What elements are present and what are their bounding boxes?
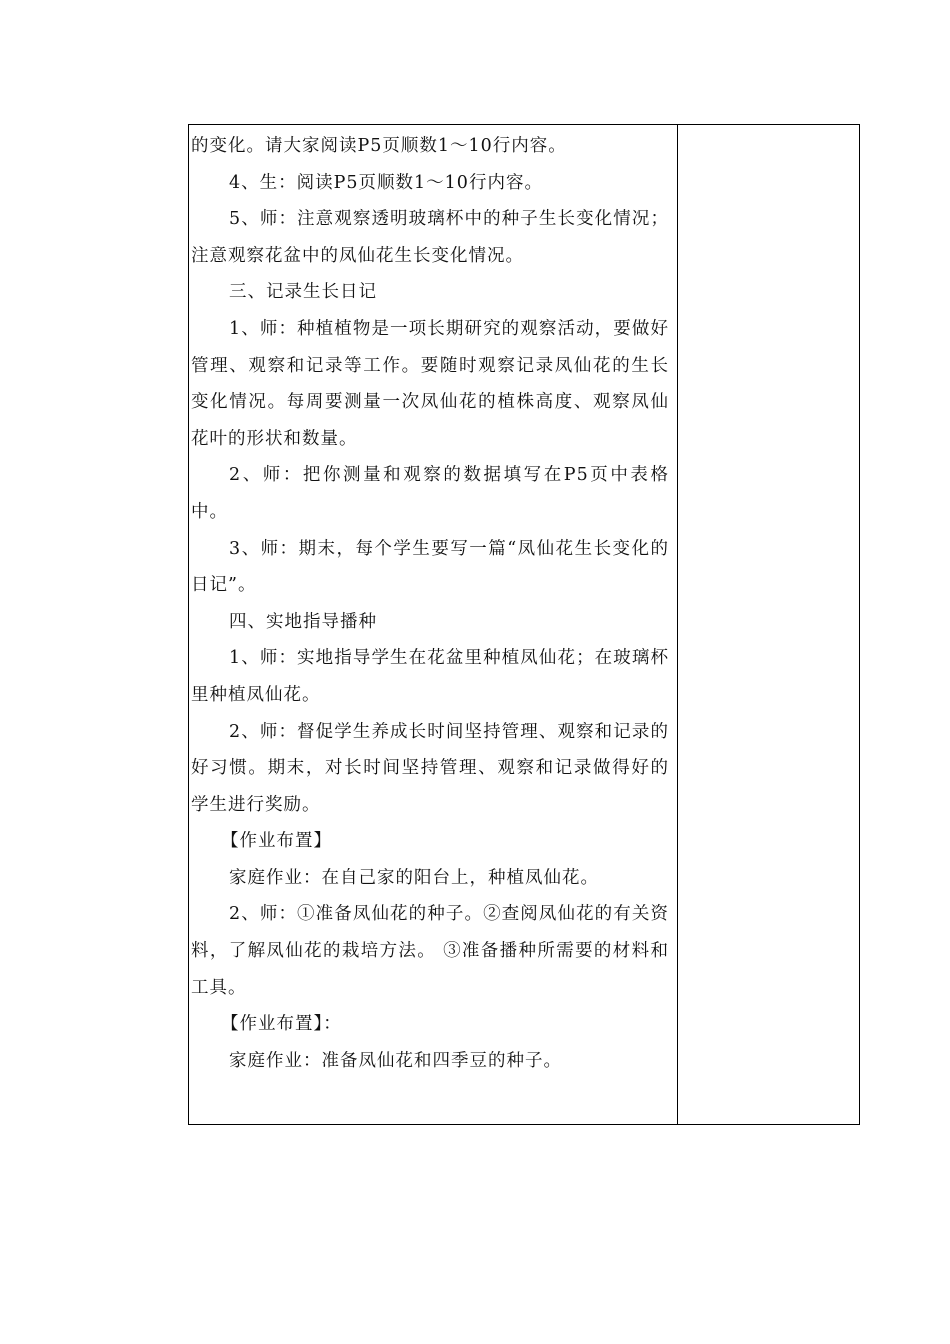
homework-item-1: 家庭作业：在自己家的阳台上，种植凤仙花。 [229, 867, 599, 888]
paragraph-step-4: 4、生：阅读P5页顺数1～10行内容。 [229, 172, 543, 193]
lesson-table [188, 124, 860, 1125]
section-heading-field-guidance: 四、实地指导播种 [229, 611, 377, 632]
homework-item-3: 家庭作业：准备凤仙花和四季豆的种子。 [229, 1050, 562, 1071]
section-heading-record-diary: 三、记录生长日记 [229, 282, 377, 303]
paragraph-record-3: 3、师：期末，每个学生要写一篇“凤仙花生长变化的日记”。 [191, 538, 669, 596]
paragraph-record-2: 2、师：把你测量和观察的数据填写在P5页中表格中。 [191, 465, 669, 522]
paragraph-field-1: 1、师：实地指导学生在花盆里种植凤仙花；在玻璃杯里种植凤仙花。 [191, 648, 669, 705]
paragraph-step-5: 5、师：注意观察透明玻璃杯中的种子生长变化情况；注意观察花盆中的凤仙花生长变化情况。 [191, 209, 669, 266]
homework-heading: 【作业布置】 [221, 831, 332, 852]
lesson-content-cell [189, 125, 677, 1124]
paragraph-continuation: 的变化。请大家阅读P5页顺数1～10行内容。 [191, 136, 567, 156]
notes-cell [678, 125, 859, 1124]
homework-item-2: 2、师：①准备凤仙花的种子。②查阅凤仙花的有关资料，了解凤仙花的栽培方法。 ③准备播种所需要的材料和工具。 [191, 904, 669, 998]
paragraph-record-1: 1、师：种植植物是一项长期研究的观察活动，要做好管理、观察和记录等工作。要随时观察记录凤仙花的生长变化情况。每周要测量一次凤仙花的植株高度、观察凤仙花叶的形状和数量。 [191, 318, 669, 449]
paragraph-field-2: 2、师：督促学生养成长时间坚持管理、观察和记录的好习惯。期末，对长时间坚持管理、观察和记录做得好的学生进行奖励。 [191, 721, 669, 815]
homework-heading-2: 【作业布置】： [221, 1014, 342, 1035]
lesson-content [191, 128, 669, 1079]
